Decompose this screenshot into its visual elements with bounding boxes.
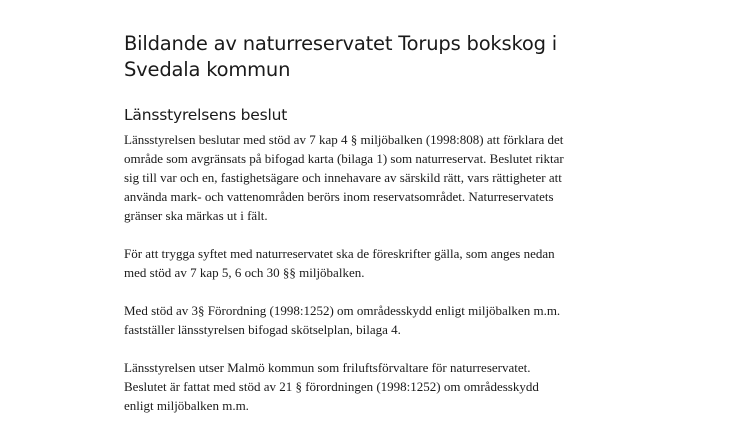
document-body	[124, 130, 644, 434]
paragraph-administrator	[124, 358, 644, 415]
text-line: använda mark- och vattenområden berörs inom reservatsområdet. Naturreservatets	[124, 189, 554, 204]
text-line: med stöd av 7 kap 5, 6 och 30 §§ miljöbalken.	[124, 265, 365, 280]
title-line: Svedala kommun	[124, 58, 291, 81]
text-line: Länsstyrelsen utser Malmö kommun som friluftsförvaltare för naturreservatet.	[124, 360, 531, 375]
paragraph-regulations	[124, 244, 644, 282]
paragraph-management-plan	[124, 301, 644, 339]
text-line: För att trygga syftet med naturreservatet ska de föreskrifter gälla, som anges nedan	[124, 246, 555, 261]
title-line: Bildande av naturreservatet Torups bokskog i	[124, 32, 558, 55]
text-line: enligt miljöbalken m.m.	[124, 398, 249, 413]
text-line: fastställer länsstyrelsen bifogad skötselplan, bilaga 4.	[124, 322, 401, 337]
text-line: Med stöd av 3§ Förordning (1998:1252) om områdesskydd enligt miljöbalken m.m.	[124, 303, 561, 318]
paragraph-decision	[124, 130, 644, 225]
document-title	[124, 31, 684, 83]
text-line: Beslutet är fattat med stöd av 21 § förordningen (1998:1252) om områdesskydd	[124, 379, 539, 394]
text-line: Länsstyrelsen beslutar med stöd av 7 kap 4 § miljöbalken (1998:808) att förklara det	[124, 132, 564, 147]
section-heading: Länsstyrelsens beslut	[124, 106, 288, 124]
text-line: gränser ska märkas ut i fält.	[124, 208, 268, 223]
text-line: sig till var och en, fastighetsägare och innehavare av särskild rätt, vars rättigheter att	[124, 170, 562, 185]
text-line: område som avgränsats på bifogad karta (bilaga 1) som naturreservat. Beslutet riktar	[124, 151, 564, 166]
